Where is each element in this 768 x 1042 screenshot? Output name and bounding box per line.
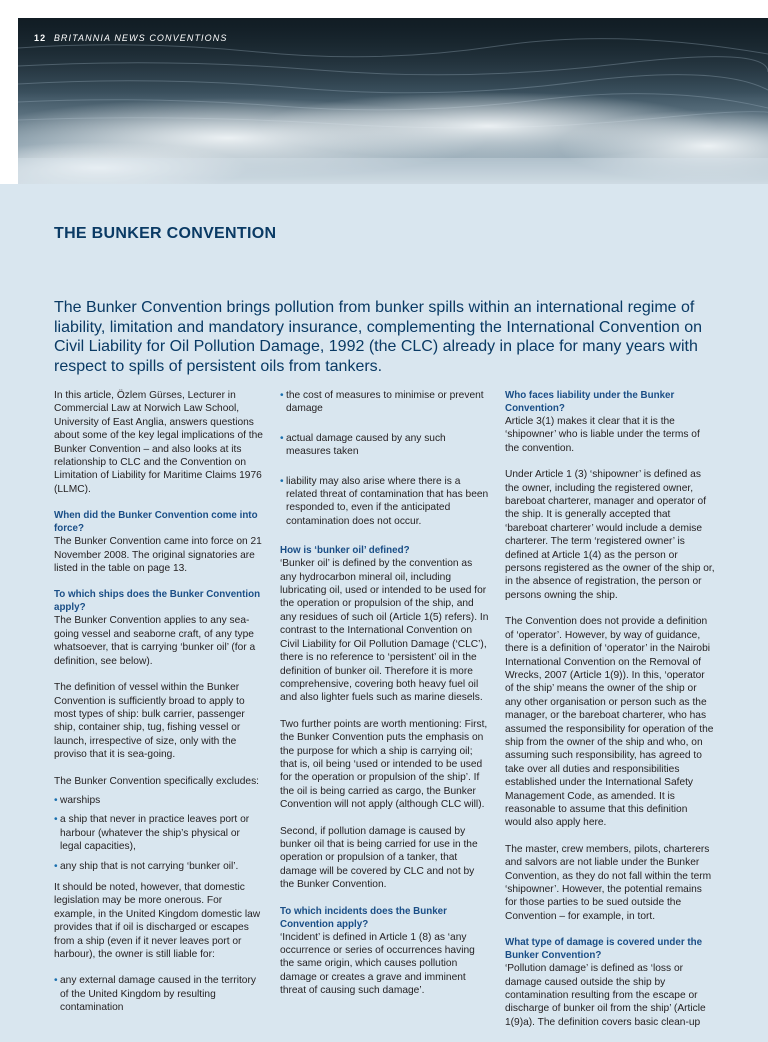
paragraph-excludes: The Bunker Convention specifically excludes: bbox=[54, 775, 259, 787]
paragraph-liability: Article 3(1) makes it clear that it is the ‘shipowner’ who is liable under the terms of the convention. bbox=[505, 416, 700, 454]
paragraph-operator: The Convention does not provide a definition of ‘operator’. However, by way of guidance, there is a definition of ‘operator’ in the Nairobi International Convention on the Removal of Wrecks, 2007 (Article 1(9)). In this, ‘operator of the ship’ means the owner of the ship or any other organisation or person such as the manager, or the bareboat charterer, who has assumed the responsibility for operation of the ship from the owner of the ship and who, on assuming such responsibility, has agreed to take over all duties and responsibilities established under the International Safety Management Code, as amended. It is reasonable to assume that this definition would also apply here. bbox=[505, 616, 714, 829]
intro-paragraph: In this article, Özlem Gürses, Lecturer in Commercial Law at Norwich Law School, University of East Anglia, answers questions about some of the key legal implications of the Bunker Convention – and also looks at its relationship to CLC and the Convention on Limitation of Liability for Maritime Claims 1976 (LLMC). bbox=[54, 390, 263, 495]
heading-liability: Who faces liability under the Bunker Convention? bbox=[505, 390, 675, 414]
list-item: • the cost of measures to minimise or prevent damage bbox=[280, 389, 490, 416]
heading-force: When did the Bunker Convention come into force? bbox=[54, 510, 258, 535]
heading-damage: What type of damage is covered under the Bunker Convention? bbox=[505, 937, 703, 962]
paragraph-force: The Bunker Convention came into force on 21 November 2008. The original signatories are listed in the table on page 13. bbox=[54, 536, 262, 575]
paragraph-domestic: It should be noted, however, that domestic legislation may be more onerous. For example, in the United Kingdom domestic law provides that if oil is discharged or escapes from a ship (even if it never leaves port or harbour), the owner is still liable for: bbox=[54, 881, 261, 960]
paragraph-vessel: The definition of vessel within the Bunker Convention is sufficiently broad to apply to most types of ship: bulk carrier, passenger ship, container ship, tug, fishing vessel or launch, irrespective of size, only with the proviso that it is sea-going. bbox=[54, 682, 245, 761]
paragraph-incidents: ‘Incident’ is defined in Article 1 (8) as ‘any occurrence or series of occurrences having the same origin, which causes pollution damage or creates a grave and imminent threat of causing such damage’. bbox=[280, 931, 475, 997]
list-item: • any external damage caused in the territory of the United Kingdom by resulting contamination bbox=[54, 974, 264, 1014]
paragraph-damage: ‘Pollution damage’ is defined as ‘loss or damage caused outside the ship by contamination resulting from the escape or discharge of bunker oil from the ship’ (Article 1(9)a). The definition covers basic clean-up bbox=[505, 963, 706, 1028]
column-1 bbox=[54, 389, 264, 1023]
paragraph-master: The master, crew members, pilots, charterers and salvors are not liable under the Bunker Convention, as they do not fall within the term ‘shipowner’. However, the potential remains for those parties to be sued outside the Convention – for example, in tort. bbox=[505, 843, 712, 922]
paragraph-ships: The Bunker Convention applies to any sea-going vessel and seaborne craft, of any type whatsoever, that is carrying ‘bunker oil’ (for a definition, see below). bbox=[54, 615, 256, 667]
paragraph-defined: ‘Bunker oil’ is defined by the convention as any hydrocarbon mineral oil, including lubricating oil, used or intended to be used for the operation or propulsion of the ship, and any residues of such oil (Article 1(5) refers). In contrast to the International Convention on Civil Liability for Oil Pollution Damage (‘CLC’), there is no reference to ‘persistent’ oil in the definition of bunker oil. Therefore it is more comprehensive, covering both heavy fuel oil and also lighter fuels such as marine diesels. bbox=[280, 558, 489, 704]
excludes-list bbox=[54, 794, 264, 873]
article-title: THE BUNKER CONVENTION bbox=[54, 225, 277, 242]
page-number: 12 bbox=[34, 33, 47, 43]
column-2 bbox=[280, 389, 490, 1011]
list-item: • warships bbox=[54, 794, 264, 807]
paragraph-second: Second, if pollution damage is caused by bunker oil that is being carried for use in the operation or propulsion of a tanker, that damage will be covered by CLC and not by the Bunker Convention. bbox=[280, 825, 478, 891]
list-item: • a ship that never in practice leaves port or harbour (whatever the ship’s physical or legal capacities), bbox=[54, 813, 264, 853]
running-head bbox=[34, 33, 227, 43]
page-margin-left bbox=[0, 18, 18, 184]
paragraph-two-points: Two further points are worth mentioning: First, the Bunker Convention puts the emphasis on the purpose for which a ship is carrying oil; that is, oil being ‘used or intended to be used for the operation or propulsion of the ship’. If the oil is being carried as cargo, the Bunker Convention will not apply (although CLC will). bbox=[280, 718, 488, 811]
list-item: • liability may also arise where there is a related threat of contamination that has been responded to, even if the anticipated contamination does not occur. bbox=[280, 475, 490, 529]
liable-list bbox=[54, 974, 264, 1014]
paragraph-shipowner: Under Article 1 (3) ‘shipowner’ is defined as the owner, including the registered owner, bareboat charterer, manager and operator of the ship. It is generally accepted that ‘bareboat charterer’ would include a demise charterer. The term ‘registered owner’ is defined at Article 1(4) as the person or persons registered as the owner of the ship or, in the absence of registration, the person or persons owning the ship. bbox=[505, 469, 715, 601]
heading-ships: To which ships does the Bunker Convention apply? bbox=[54, 589, 261, 614]
article-standfirst: The Bunker Convention brings pollution from bunker spills within an international regime of liability, limitation and mandatory insurance, complementing the International Convention on Civil Liability for Oil Pollution Damage, 1992 (the CLC) already in place for many years with respect to spills of persistent oils from tankers. bbox=[54, 299, 703, 375]
costs-list bbox=[280, 389, 490, 528]
page-margin-top bbox=[0, 0, 768, 18]
heading-defined: How is ‘bunker oil’ defined? bbox=[280, 545, 410, 557]
list-item: • any ship that is not carrying ‘bunker oil’. bbox=[54, 860, 264, 873]
list-item: • actual damage caused by any such measures taken bbox=[280, 432, 490, 459]
heading-incidents: To which incidents does the Bunker Convention apply? bbox=[280, 905, 447, 930]
publication-name: BRITANNIA NEWS CONVENTIONS bbox=[53, 33, 228, 43]
column-3 bbox=[505, 389, 715, 1042]
